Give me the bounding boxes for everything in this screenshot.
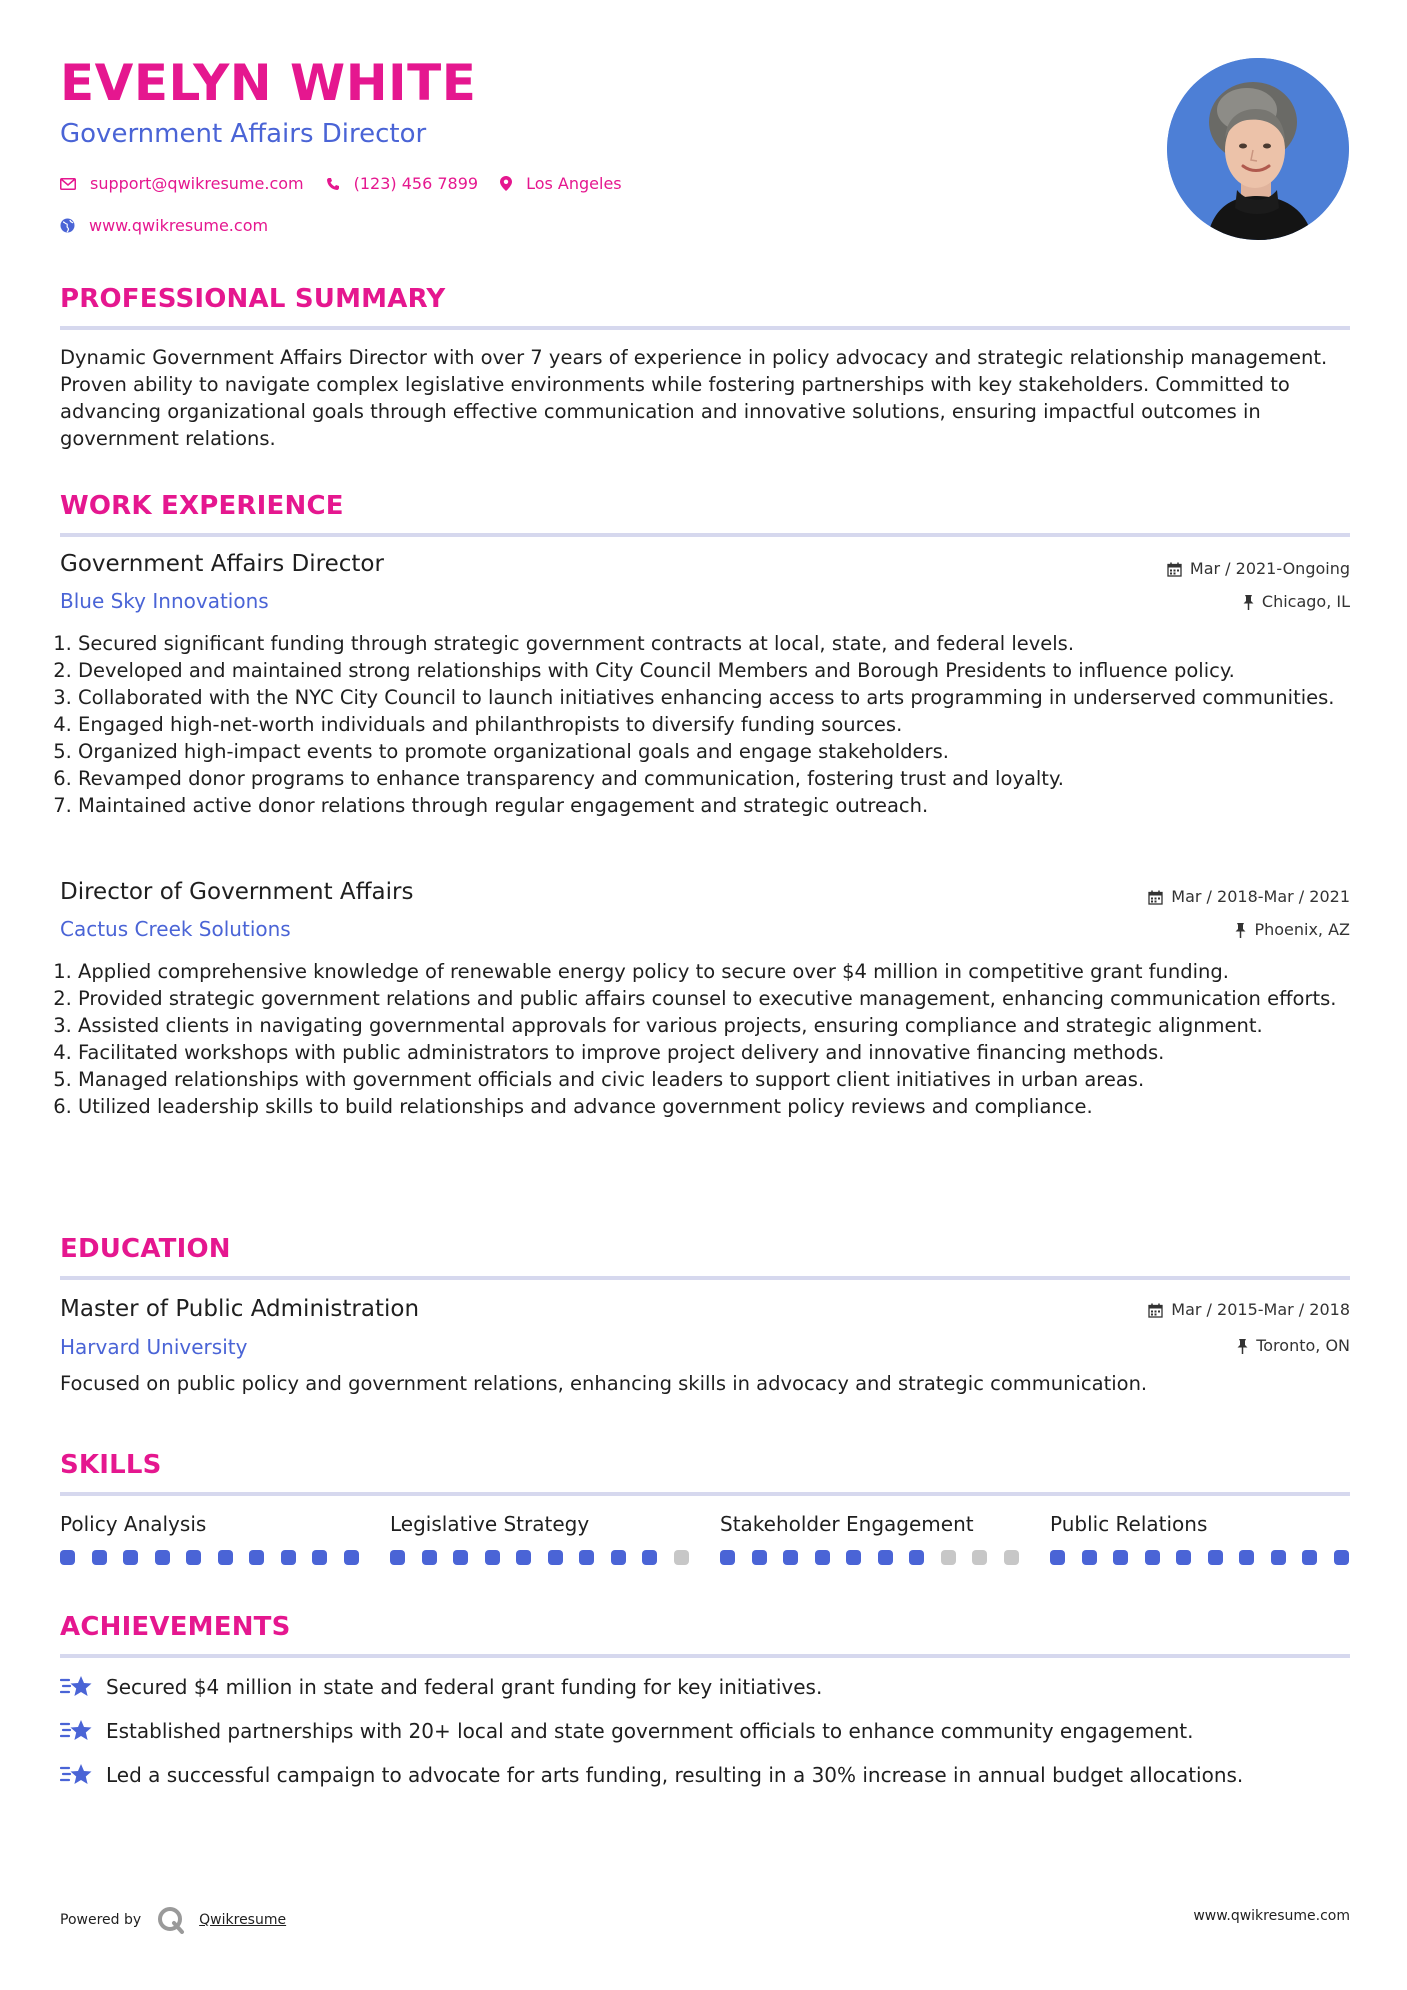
experience-section-header [60,493,1350,519]
portrait-illustration [1167,58,1349,240]
bullet-item: 2. Provided strategic government relations and public affairs counsel to executive management, enhancing communication efforts. [78,985,1368,1012]
education-location [1237,1338,1350,1354]
star-badge-icon [60,1762,94,1788]
bullet-item: 7. Maintained active donor relations through regular engagement and strategic outreach. [78,792,1368,819]
rating-dot-filled [1050,1550,1065,1565]
bullet-item: 6. Revamped donor programs to enhance transparency and communication, fostering trust and loyalty. [78,765,1368,792]
rating-dot-filled [1113,1550,1128,1565]
rating-dot-filled [218,1550,233,1565]
candidate-title: Government Affairs Director [60,119,427,149]
job-dates [1167,561,1350,577]
bullet-item: 5. Managed relationships with government officials and civic leaders to support client initiatives in urban areas. [78,1066,1368,1093]
rating-dot-filled [611,1550,626,1565]
rating-dot-filled [516,1550,531,1565]
pushpin-icon [1243,595,1254,610]
education-description: Focused on public policy and government relations, enhancing skills in advocacy and strategic communication. [60,1372,1148,1395]
skill-name: Public Relations [1050,1512,1208,1536]
job-title: Director of Government Affairs [60,879,414,905]
bullet-item: 1. Applied comprehensive knowledge of renewable energy policy to secure over $4 million in competitive grant funding. [78,958,1368,985]
powered-by [60,1906,286,1934]
pushpin-icon [1235,923,1246,938]
rating-dot-filled [1082,1550,1097,1565]
bullet-item: 4. Facilitated workshops with public administrators to improve project delivery and innovative financing methods. [78,1039,1368,1066]
rating-dot-filled [579,1550,594,1565]
rating-dot-filled [92,1550,107,1565]
rating-dot-filled [281,1550,296,1565]
calendar-icon [1148,890,1163,905]
achievement-text: Established partnerships with 20+ local and state government officials to enhance community engagement. [106,1719,1194,1743]
rating-dot-filled [453,1550,468,1565]
section-divider [60,1276,1350,1280]
skills-heading: SKILLS [60,1450,162,1480]
bullet-item: 3. Assisted clients in navigating governmental approvals for various projects, ensuring compliance and strategic alignment. [78,1012,1368,1039]
summary-section-header [60,286,1350,312]
job-bullets [60,958,1368,1120]
rating-dot-empty [674,1550,689,1565]
profile-photo [1167,58,1349,240]
skill-rating [720,1550,1035,1565]
summary-text: Dynamic Government Affairs Director with over 7 years of experience in policy advocacy and strategic relationship management. Proven ability to navigate complex legislative environments while fostering partnerships with key stakeholders. Committed to advancing organizational goals through effective communication and innovative solutions, ensuring impactful outcomes in government relations. [60,346,1328,450]
candidate-name: EVELYN WHITE [60,54,477,112]
skill-rating [1050,1550,1365,1565]
skill-item [720,1514,1020,1534]
achievements-section-header [60,1614,1350,1640]
skill-name: Policy Analysis [60,1512,207,1536]
experience-heading: WORK EXPERIENCE [60,491,344,521]
pushpin-icon [1237,1339,1248,1354]
rating-dot-filled [783,1550,798,1565]
bullet-item: 1. Secured significant funding through strategic government contracts at local, state, and federal levels. [78,630,1368,657]
footer-website[interactable]: www.qwikresume.com [1193,1908,1350,1924]
education-dates [1148,1302,1350,1318]
phone-icon [326,177,340,191]
rating-dot-filled [344,1550,359,1565]
summary-heading: PROFESSIONAL SUMMARY [60,284,446,314]
location-item [500,174,622,193]
rating-dot-empty [1004,1550,1019,1565]
rating-dot-filled [1239,1550,1254,1565]
section-divider [60,1492,1350,1496]
website-item[interactable] [60,216,268,235]
job-company: Cactus Creek Solutions [60,917,291,941]
rating-dot-filled [815,1550,830,1565]
rating-dot-filled [123,1550,138,1565]
rating-dot-filled [1208,1550,1223,1565]
achievement-item [60,1762,1243,1788]
map-pin-icon [500,176,512,191]
rating-dot-filled [60,1550,75,1565]
location-text: Los Angeles [526,174,622,193]
rating-dot-filled [186,1550,201,1565]
website-text[interactable]: www.qwikresume.com [89,216,269,235]
job-dates-text: Mar / 2021-Ongoing [1189,559,1350,578]
envelope-icon [60,178,76,190]
qwikresume-logo-icon [157,1906,185,1934]
rating-dot-filled [1334,1550,1349,1565]
job-location [1243,594,1350,610]
contact-row [60,174,644,193]
email-text[interactable]: support@qwikresume.com [90,174,304,193]
rating-dot-filled [846,1550,861,1565]
email-item[interactable] [60,174,304,193]
job-dates-text: Mar / 2018-Mar / 2021 [1171,887,1350,906]
phone-text: (123) 456 7899 [353,174,479,193]
section-divider [60,533,1350,537]
education-dates-text: Mar / 2015-Mar / 2018 [1171,1300,1350,1319]
section-divider [60,1654,1350,1658]
brand-link[interactable]: Qwikresume [199,1912,287,1928]
achievement-text: Led a successful campaign to advocate for arts funding, resulting in a 30% increase in annual budget allocations. [106,1763,1244,1787]
rating-dot-empty [941,1550,956,1565]
skill-rating [390,1550,705,1565]
rating-dot-filled [485,1550,500,1565]
job-location-text: Phoenix, AZ [1254,920,1350,939]
rating-dot-filled [155,1550,170,1565]
rating-dot-filled [1145,1550,1160,1565]
rating-dot-filled [548,1550,563,1565]
rating-dot-filled [1302,1550,1317,1565]
skill-item [390,1514,690,1534]
skills-section-header [60,1452,1350,1478]
skill-item [60,1514,360,1534]
bullet-item: 4. Engaged high-net-worth individuals and philanthropists to diversify funding sources. [78,711,1368,738]
star-badge-icon [60,1718,94,1744]
job-location-text: Chicago, IL [1261,592,1350,611]
rating-dot-filled [878,1550,893,1565]
rating-dot-filled [422,1550,437,1565]
bullet-item: 3. Collaborated with the NYC City Council to launch initiatives enhancing access to arts programming in underserved communities. [78,684,1368,711]
rating-dot-empty [972,1550,987,1565]
bullet-item: 5. Organized high-impact events to promote organizational goals and engage stakeholders. [78,738,1368,765]
school-name: Harvard University [60,1335,248,1359]
globe-icon [60,218,75,233]
bullet-item: 6. Utilized leadership skills to build relationships and advance government policy reviews and compliance. [78,1093,1368,1120]
job-title: Government Affairs Director [60,551,384,577]
rating-dot-filled [312,1550,327,1565]
star-badge-icon [60,1674,94,1700]
job-company: Blue Sky Innovations [60,589,269,613]
rating-dot-filled [720,1550,735,1565]
rating-dot-filled [642,1550,657,1565]
phone-item [326,174,478,193]
achievements-heading: ACHIEVEMENTS [60,1612,291,1642]
job-bullets [60,630,1368,819]
section-divider [60,326,1350,330]
job-dates [1148,889,1350,905]
skill-name: Stakeholder Engagement [720,1512,974,1536]
rating-dot-filled [752,1550,767,1565]
website-row [60,216,290,235]
rating-dot-filled [390,1550,405,1565]
education-heading: EDUCATION [60,1234,231,1264]
education-section-header [60,1236,1350,1262]
achievement-item [60,1718,1194,1744]
rating-dot-filled [909,1550,924,1565]
calendar-icon [1167,562,1182,577]
rating-dot-filled [1176,1550,1191,1565]
rating-dot-filled [249,1550,264,1565]
skill-name: Legislative Strategy [390,1512,590,1536]
education-location-text: Toronto, ON [1256,1336,1350,1355]
achievement-text: Secured $4 million in state and federal grant funding for key initiatives. [106,1675,823,1699]
job-location [1235,922,1350,938]
bullet-item: 2. Developed and maintained strong relationships with City Council Members and Borough Presidents to influence policy. [78,657,1368,684]
calendar-icon [1148,1303,1163,1318]
degree-title: Master of Public Administration [60,1296,420,1322]
rating-dot-filled [1271,1550,1286,1565]
skill-rating [60,1550,375,1565]
achievement-item [60,1674,822,1700]
powered-by-label: Powered by [60,1912,142,1928]
skill-item [1050,1514,1350,1534]
